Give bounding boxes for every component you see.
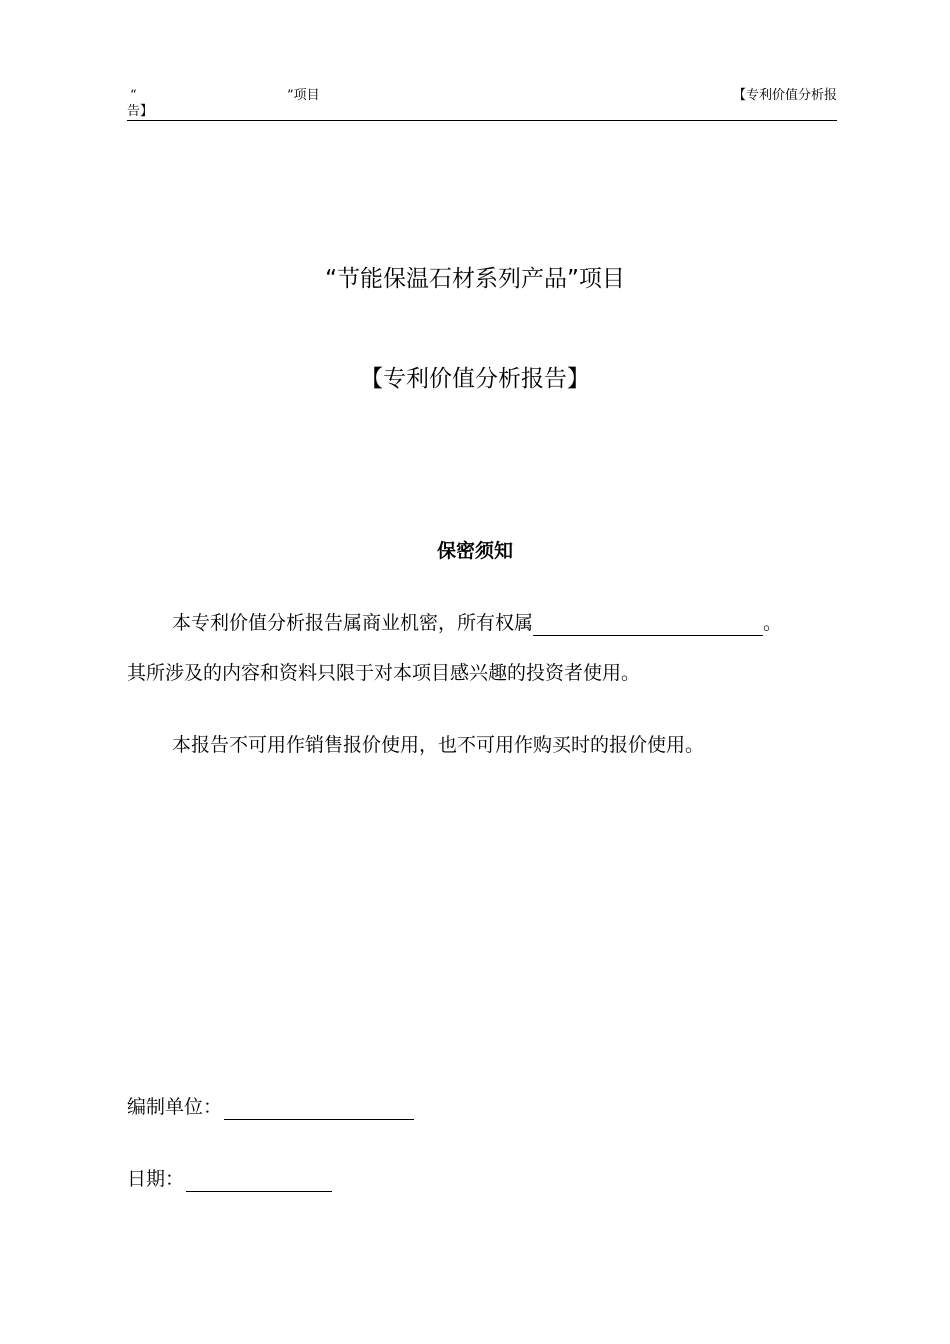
compiling-unit-label: 编制单位： [127,1096,223,1118]
header-report-label-wrap: 告】 [127,104,154,119]
compiling-unit-field [127,1094,414,1120]
report-title: 【专利价值分析报告】 [360,366,590,392]
header-report-label: 【专利价值分析报 [732,88,837,103]
confidentiality-paragraph-2: 本报告不可用作销售报价使用，也不可用作购买时的报价使用。 [172,734,705,756]
date-field [127,1166,332,1192]
date-blank-line [186,1169,332,1192]
paragraph-1-text: 本专利价值分析报告属商业机密，所有权属 [172,612,534,634]
confidentiality-paragraph-1 [172,610,782,636]
header-project-label: ”项目 [287,88,320,103]
owner-blank-line [533,613,763,636]
paragraph-1-end: 。 [763,612,783,634]
date-label: 日期： [127,1168,185,1190]
confidentiality-paragraph-1-line-2: 其所涉及的内容和资料只限于对本项目感兴趣的投资者使用。 [127,662,641,684]
compiling-unit-blank-line [224,1097,414,1120]
page-header [127,88,837,121]
header-quote-open: “ [130,88,137,103]
confidentiality-heading: 保密须知 [436,540,513,562]
project-title: “节能保温石材系列产品”项目 [325,266,625,292]
